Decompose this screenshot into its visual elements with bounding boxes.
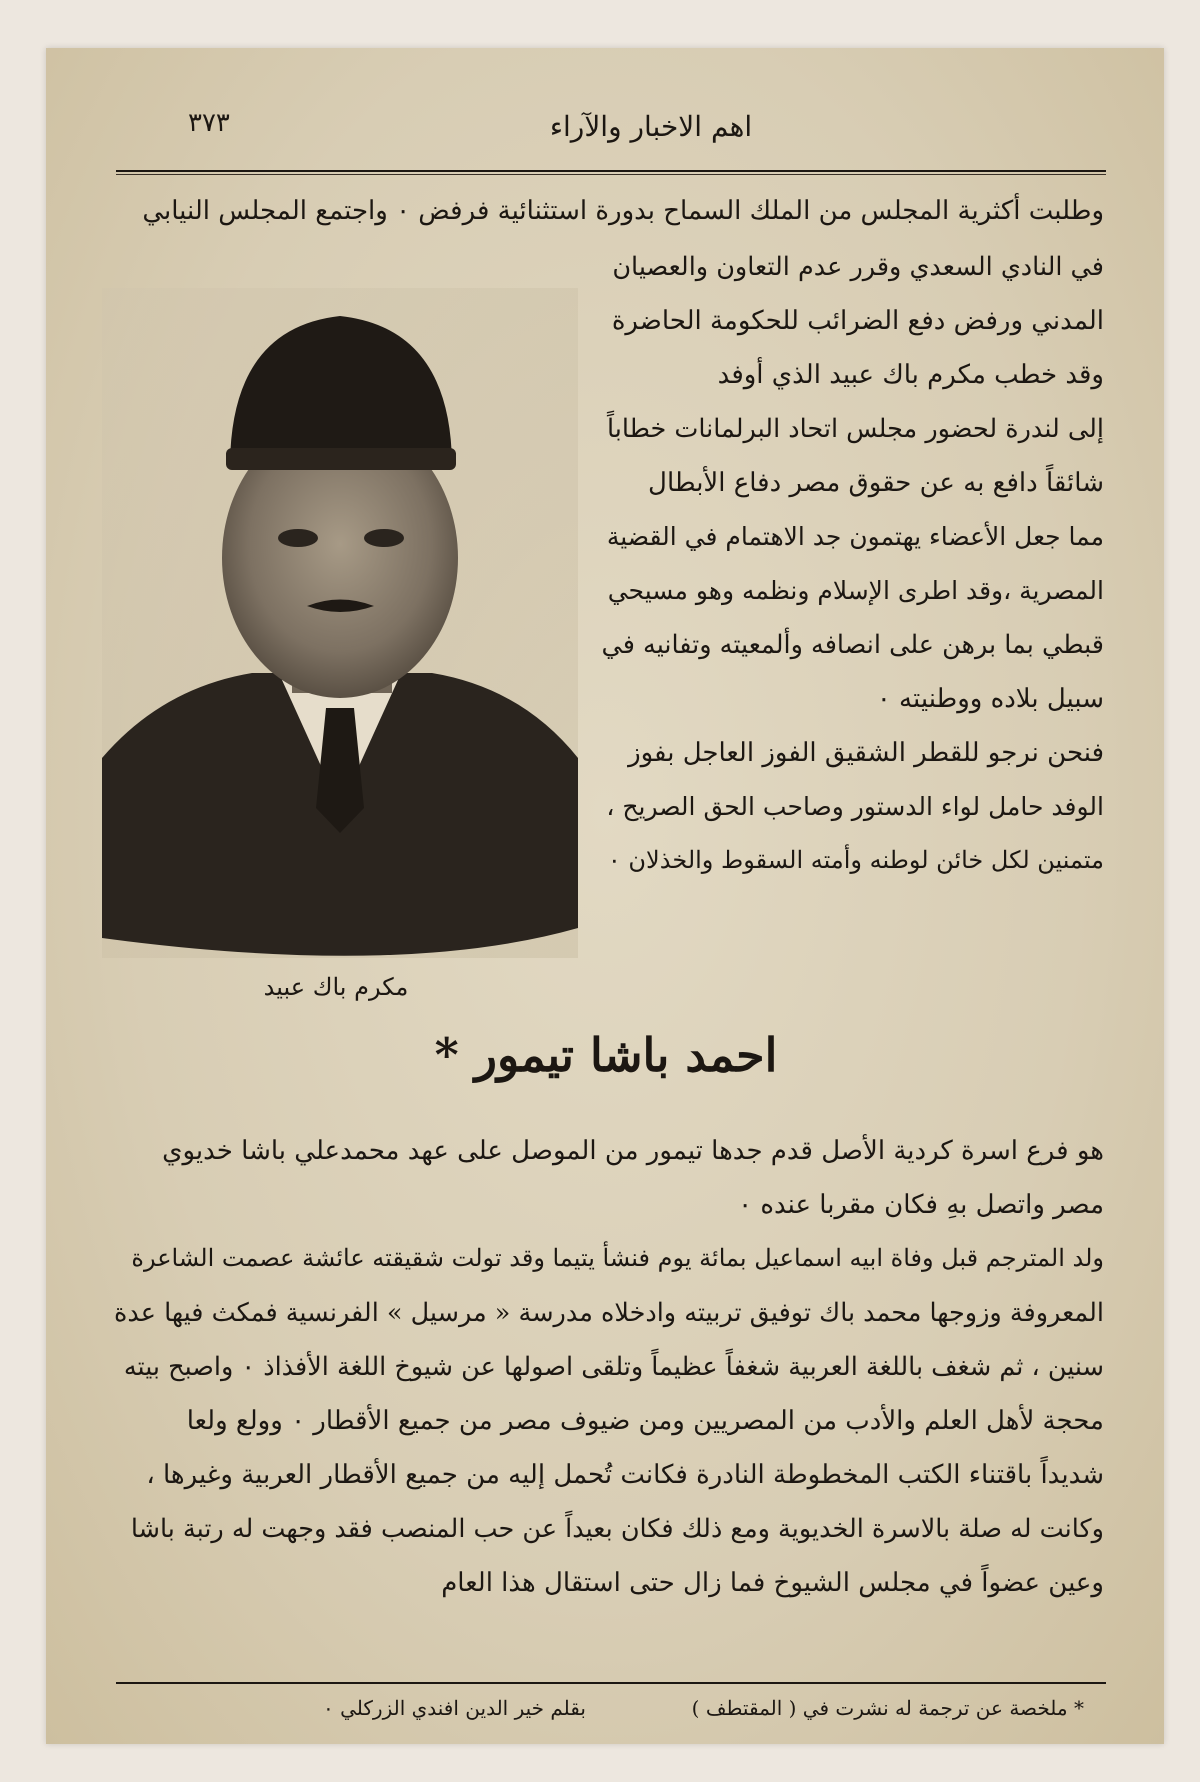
text-line: شديداً باقتناء الكتب المخطوطة النادرة فكانت تُحمل إليه من جميع الأقطار العربية وغيرها ،: [146, 1460, 1104, 1490]
text-line: في النادي السعدي وقرر عدم التعاون والعصيان: [612, 252, 1104, 282]
text-line: وعين عضواً في مجلس الشيوخ فما زال حتى استقال هذا العام: [441, 1568, 1104, 1598]
text-line: المصرية ،وقد اطرى الإسلام ونظمه وهو مسيحي: [607, 576, 1104, 605]
text-line: وطلبت أكثرية المجلس من الملك السماح بدورة استثنائية فرفض ٠ واجتمع المجلس النيابي: [142, 196, 1104, 226]
running-title: اهم الاخبار والآراء: [549, 110, 753, 143]
page-number: ٣٧٣: [188, 108, 230, 138]
section-title: احمد باشا تيمور *: [434, 1028, 778, 1082]
byline: بقلم خير الدين افندي الزركلي ٠: [323, 1696, 586, 1720]
text-line: قبطي بما برهن على انصافه وألمعيته وتفانيه في: [601, 630, 1104, 660]
text-line: فنحن نرجو للقطر الشقيق الفوز العاجل بفوز: [628, 738, 1104, 768]
footnote: * ملخصة عن ترجمة له نشرت في ( المقتطف ): [691, 1696, 1084, 1720]
header-divider-thin: [116, 174, 1106, 175]
text-line: مصر واتصل بهِ فكان مقربا عنده ٠: [738, 1190, 1104, 1220]
text-line: مما جعل الأعضاء يهتمون جد الاهتمام في القضية: [606, 522, 1104, 551]
text-line: ولد المترجم قبل وفاة ابيه اسماعيل بمائة يوم فنشأ يتيما وقد تولت شقيقته عائشة عصمت الشاعرة: [131, 1244, 1104, 1272]
text-line: المعروفة وزوجها محمد باك توفيق تربيته وادخلاه مدرسة « مرسيل » الفرنسية فمكث فيها عدة: [114, 1298, 1104, 1328]
header-divider: [116, 170, 1106, 172]
text-line: وكانت له صلة بالاسرة الخديوية ومع ذلك فكان بعيداً عن حب المنصب فقد وجهت له رتبة باشا: [130, 1514, 1104, 1544]
page: [46, 48, 1164, 1744]
text-line: وقد خطب مكرم باك عبيد الذي أوفد: [717, 360, 1104, 390]
text-line: متمنين لكل خائن لوطنه وأمته السقوط والخذلان ٠: [607, 846, 1104, 874]
text-line: سنين ، ثم شغف باللغة العربية شغفاً عظيماً وتلقى اصولها عن شيوخ اللغة الأفذاذ ٠ واصبح بيته: [123, 1352, 1104, 1382]
portrait-illustration: [102, 288, 578, 958]
text-line: هو فرع اسرة كردية الأصل قدم جدها تيمور من الموصل على عهد محمدعلي باشا خديوي: [162, 1136, 1104, 1166]
photo-caption: مكرم باك عبيد: [263, 973, 409, 1001]
text-line: الوفد حامل لواء الدستور وصاحب الحق الصريح ،: [606, 792, 1104, 821]
text-line: شائقاً دافع به عن حقوق مصر دفاع الأبطال: [648, 468, 1104, 498]
text-line: سبيل بلاده ووطنيته ٠: [876, 684, 1104, 714]
portrait-photo: [102, 288, 578, 958]
footer-divider: [116, 1682, 1106, 1684]
text-line: محجة لأهل العلم والأدب من المصريين ومن ضيوف مصر من جميع الأقطار ٠ وولع ولعا: [186, 1406, 1104, 1436]
text-line: إلى لندرة لحضور مجلس اتحاد البرلمانات خطاباً: [606, 414, 1104, 444]
text-line: المدني ورفض دفع الضرائب للحكومة الحاضرة: [611, 306, 1104, 336]
page-header: [116, 106, 1161, 156]
